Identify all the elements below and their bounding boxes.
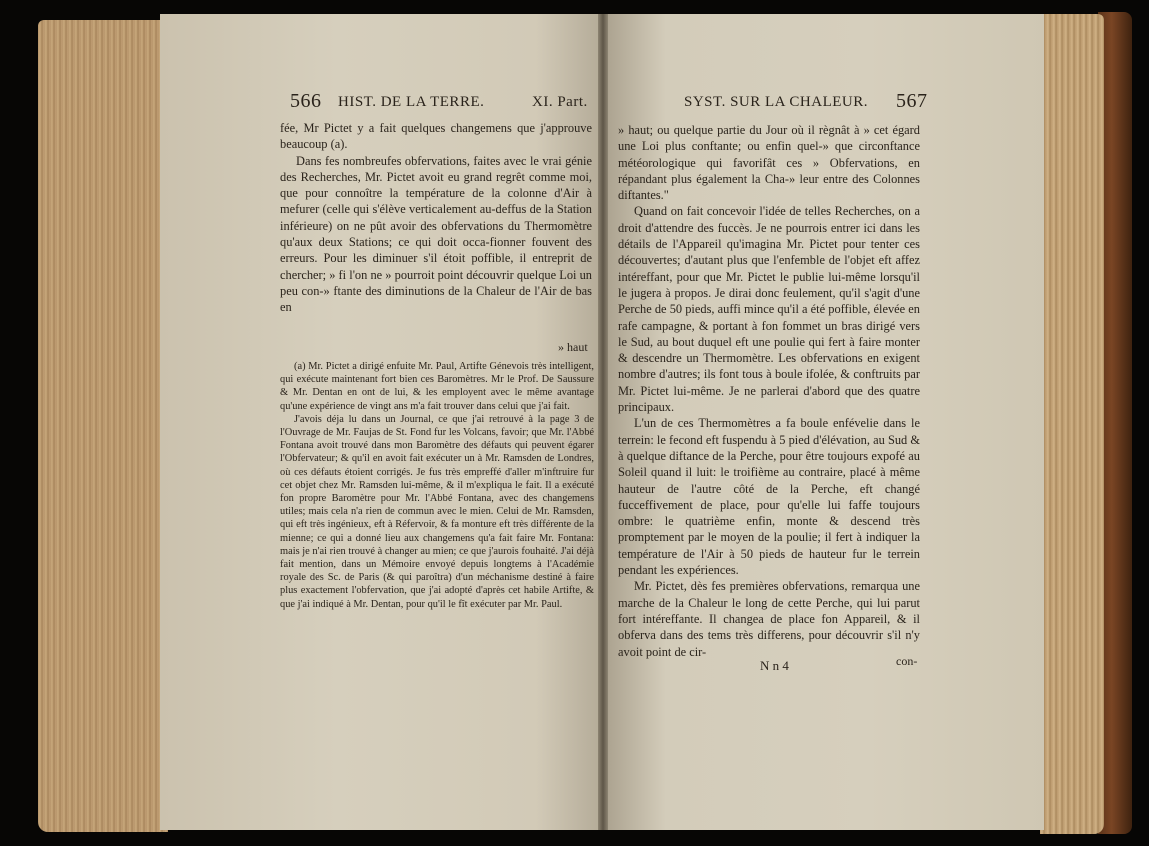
right-page xyxy=(604,14,1044,830)
right-page-header xyxy=(684,90,984,124)
left-body-text xyxy=(280,120,592,316)
footnote-paragraph: J'avois déja lu dans un Journal, ce que j'ai retrouvé à la page 3 de l'Ouvrage de Mr. Faujas de St. Fond fur les Volcans, favoir; que Mr. l'Abbé Fontana avoit trouvé dans mon Baromètre des défauts qui peuvent égarer l'Obfervateur; & qu'il en avoit fait exécuter un à Mr. Ramsden de Londres, où ces défauts étoient corrigés. Je fus très empreffé d'aller m'inftruire fur cet objet chez Mr. Ramsden lui-même, & il m'expliqua le fait. Il a exécuté fon propre Baromètre pour Mr. l'Abbé Fontana, avec des changemens utiles; mais cela n'a rien de commun avec le mien. Celui de Mr. Ramsden, qui eft très ingénieux, eft à Réfervoir, & fa monture eft très différente de la mienne; ce qui a donné lieu aux changemens qu'a fait faire Mr. Fontana: mais je n'ai rien trouvé à changer au mien; ce que j'aurois fouhaité. J'ai déjà fait mention, dans un Mémoire envoyé depuis longtems à l'Académie royale des Sc. de Paris (& qui paroîtra) d'un méchanisme destiné à faire plus exactement l'obfervation, que j'ai adopté d'après cet habile Artifte, & que j'ai indiqué à Mr. Dentan, pour qu'il le fît exécuter par Mr. Paul. xyxy=(280,413,594,610)
paragraph: Quand on fait concevoir l'idée de telles Recherches, on a droit d'attendre des fuccès. Je ne pourrois entrer ici dans les détails de l'Appareil qu'imagina Mr. Pictet pour tenter ces découvertes; d'autant plus que l'enfemble de l'objet eft affez intéreffant, pour que Mr. Pictet le publie lui-même lorsqu'il le jugera à propos. Je dirai donc feulement, qu'il s'agit d'une Perche de 50 pieds, auffi mince qu'il a été poffible, élevée en rafe campagne, & portant à fon fommet un bras dirigé vers le Sud, au bout duquel eft une poulie qui fert à faire monter & descendre un Thermomètre. Les obfervations en exigent nombre d'autres; ils font tous à boule ifolée, & conftruits par Mr. Pictet lui-même. Je ne parlerai d'abord que des quatre principaux. xyxy=(618,204,920,415)
right-page-number: 567 xyxy=(896,90,928,112)
paragraph: L'un de ces Thermomètres a fa boule enfévelie dans le terrein: le fecond eft fuspendu à 5 pied d'élévation, au Sud & à quelque diftance de la Perche, pour être toujours expofé au Soleil quand il luit: le troifième au contraire, placé à même hauteur de l'autre côté de la Perche, eft changé fucceffivement de place, pour qu'elle lui faffe toujours ombre: le quatrième enfin, monte & descend très promptement par le moyen de la poulie; il fert à indiquer la température de l'Air à 50 pieds de hauteur fur le terrein pendant les expériences. xyxy=(618,416,920,578)
footnote-paragraph: (a) Mr. Pictet a dirigé enfuite Mr. Paul, Artifte Génevois très intelligent, qui exécute maintenant fort bien ces Baromètres. Mr le Prof. De Saussure & Mr. Dentan en ont de lui, & les employent avec le même avantage qu'une expérience de vingt ans m'a fait trouver dans celui que j'ai fait. xyxy=(280,361,594,412)
left-running-title: HIST. DE LA TERRE. xyxy=(338,94,485,110)
paragraph: Mr. Pictet, dès fes premières obfervations, remarqua une marche de la Chaleur le long de cette Perche, qui lui parut fort intéreffante. Il changea de place fon Appareil, & il obferva dans des tems très differens, pour découvrir s'il n'y avoit point de cir- xyxy=(618,579,920,659)
book-gutter xyxy=(598,14,608,830)
left-page xyxy=(160,14,602,830)
signature-mark: N n 4 xyxy=(760,658,789,673)
left-catchword: » haut xyxy=(558,340,588,354)
paragraph: » haut; ou quelque partie du Jour où il règnât à » cet égard une Loi plus conftante; ou enfin quel-» que circonftance météorologique qui favorifât ces » Obfervations, en répandant plus également la Cha-» leur entre des Colonnes diftantes." xyxy=(618,123,920,203)
paragraph: fée, Mr Pictet y a fait quelques changemens que j'approuve beaucoup (a). xyxy=(280,121,592,152)
right-catchword: con- xyxy=(896,654,918,668)
left-page-number: 566 xyxy=(290,90,322,112)
left-page-block-edge xyxy=(38,20,168,832)
left-section-label: XI. Part. xyxy=(532,94,588,110)
right-page-block-edge xyxy=(1040,14,1104,834)
left-footnote xyxy=(280,360,594,611)
paragraph: Dans fes nombreufes obfervations, faites avec le vrai génie des Recherches, Mr. Pictet avoit eu grand regrêt comme moi, que pour connoître la température de la colonne d'Air à mefurer (celle qui s'élève verticalement au-deffus de la Station inférieure) on ne pût avoir des obfervations du Thermomètre qu'aux deux Stations; ce qui doit occa-fionner fouvent des erreurs. Pour les diminuer s'il étoit poffible, il entreprit de chercher; » fi l'on ne » pourroit point découvrir quelque Loi un peu con-» ftante des diminutions de la Chaleur de l'Air de bas en xyxy=(280,153,592,315)
right-running-title: SYST. SUR LA CHALEUR. xyxy=(684,94,868,110)
right-body-text xyxy=(618,122,920,660)
